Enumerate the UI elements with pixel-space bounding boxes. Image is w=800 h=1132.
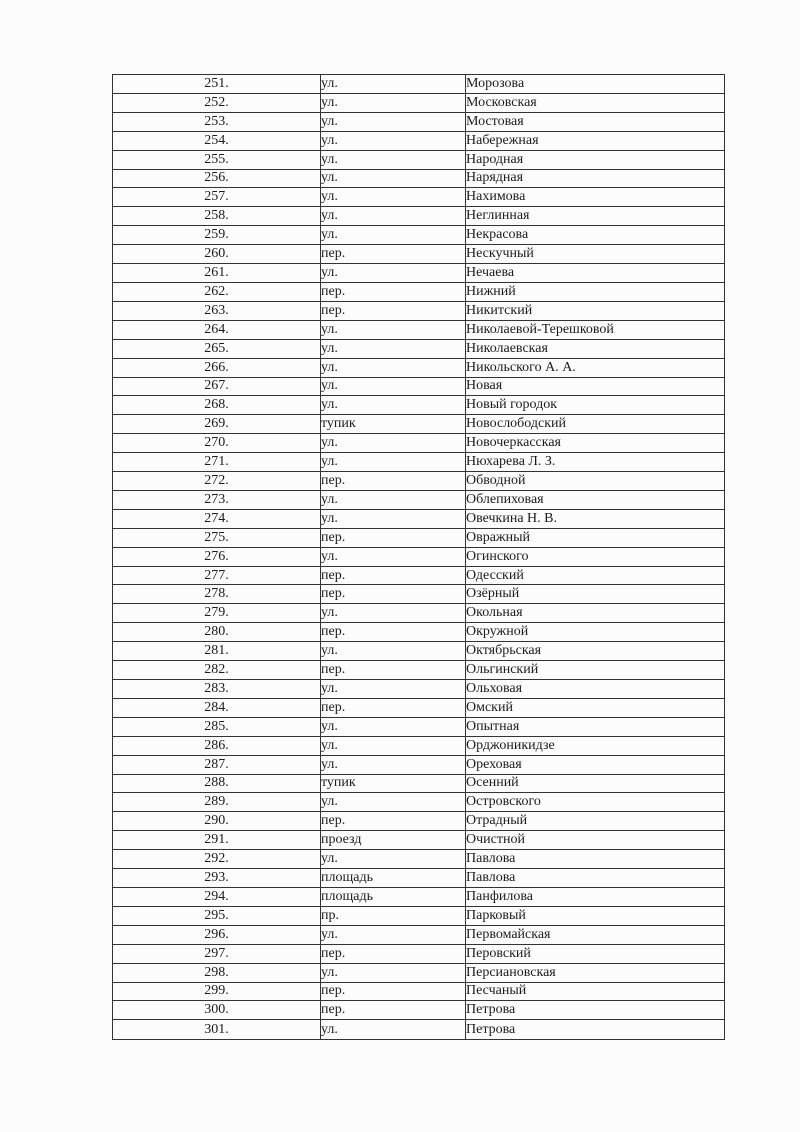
table-row <box>113 680 725 699</box>
street-type-cell: ул. <box>321 717 466 736</box>
street-name-cell: Нижний <box>466 282 725 301</box>
street-type-cell: ул. <box>321 453 466 472</box>
row-number-cell: 277. <box>113 566 321 585</box>
row-number-cell: 295. <box>113 906 321 925</box>
table-body <box>113 75 725 1040</box>
street-type-cell: ул. <box>321 642 466 661</box>
street-type-cell: ул. <box>321 736 466 755</box>
row-number-cell: 294. <box>113 887 321 906</box>
table-row <box>113 925 725 944</box>
table-row <box>113 453 725 472</box>
street-type-cell: ул. <box>321 755 466 774</box>
row-number-cell: 280. <box>113 623 321 642</box>
table-row <box>113 547 725 566</box>
street-type-cell: ул. <box>321 188 466 207</box>
street-name-cell: Панфилова <box>466 887 725 906</box>
street-type-cell: тупик <box>321 774 466 793</box>
row-number-cell: 264. <box>113 320 321 339</box>
table-row <box>113 623 725 642</box>
row-number-cell: 253. <box>113 112 321 131</box>
street-type-cell: пер. <box>321 661 466 680</box>
table-row <box>113 396 725 415</box>
row-number-cell: 261. <box>113 264 321 283</box>
table-row <box>113 831 725 850</box>
street-name-cell: Никитский <box>466 301 725 320</box>
row-number-cell: 270. <box>113 434 321 453</box>
row-number-cell: 266. <box>113 358 321 377</box>
table-row <box>113 264 725 283</box>
row-number-cell: 252. <box>113 93 321 112</box>
street-type-cell: ул. <box>321 963 466 982</box>
row-number-cell: 291. <box>113 831 321 850</box>
street-type-cell: пер. <box>321 623 466 642</box>
street-type-cell: пр. <box>321 906 466 925</box>
table-row <box>113 528 725 547</box>
table-row <box>113 698 725 717</box>
street-name-cell: Осенний <box>466 774 725 793</box>
row-number-cell: 296. <box>113 925 321 944</box>
street-type-cell: ул. <box>321 377 466 396</box>
street-type-cell: ул. <box>321 547 466 566</box>
table-row <box>113 982 725 1001</box>
street-type-cell: ул. <box>321 226 466 245</box>
street-type-cell: пер. <box>321 301 466 320</box>
table-row <box>113 415 725 434</box>
table-row <box>113 207 725 226</box>
row-number-cell: 254. <box>113 131 321 150</box>
row-number-cell: 284. <box>113 698 321 717</box>
table-row <box>113 282 725 301</box>
street-name-cell: Морозова <box>466 75 725 94</box>
table-row <box>113 1001 725 1020</box>
street-name-cell: Петрова <box>466 1020 725 1040</box>
street-name-cell: Облепиховая <box>466 490 725 509</box>
table-row <box>113 75 725 94</box>
street-type-cell: ул. <box>321 396 466 415</box>
street-type-cell: ул. <box>321 207 466 226</box>
street-name-cell: Николаевой-Терешковой <box>466 320 725 339</box>
row-number-cell: 299. <box>113 982 321 1001</box>
street-name-cell: Октябрьская <box>466 642 725 661</box>
row-number-cell: 301. <box>113 1020 321 1040</box>
street-name-cell: Нескучный <box>466 245 725 264</box>
table-row <box>113 472 725 491</box>
table-row <box>113 169 725 188</box>
row-number-cell: 283. <box>113 680 321 699</box>
table-row <box>113 245 725 264</box>
table-row <box>113 320 725 339</box>
table-row <box>113 906 725 925</box>
street-name-cell: Мостовая <box>466 112 725 131</box>
street-type-cell: ул. <box>321 793 466 812</box>
row-number-cell: 281. <box>113 642 321 661</box>
row-number-cell: 265. <box>113 339 321 358</box>
street-type-cell: пер. <box>321 245 466 264</box>
street-name-cell: Новослободский <box>466 415 725 434</box>
street-type-cell: ул. <box>321 509 466 528</box>
street-type-cell: ул. <box>321 169 466 188</box>
street-type-cell: пер. <box>321 282 466 301</box>
street-type-cell: пер. <box>321 566 466 585</box>
street-type-cell: ул. <box>321 490 466 509</box>
street-name-cell: Парковый <box>466 906 725 925</box>
street-name-cell: Очистной <box>466 831 725 850</box>
table-row <box>113 755 725 774</box>
table-row <box>113 1020 725 1040</box>
street-type-cell: пер. <box>321 698 466 717</box>
street-type-cell: пер. <box>321 472 466 491</box>
street-name-cell: Никольского А. А. <box>466 358 725 377</box>
row-number-cell: 268. <box>113 396 321 415</box>
street-type-cell: пер. <box>321 1001 466 1020</box>
street-name-cell: Ореховая <box>466 755 725 774</box>
street-type-cell: ул. <box>321 604 466 623</box>
street-type-cell: пер. <box>321 585 466 604</box>
street-name-cell: Московская <box>466 93 725 112</box>
table-row <box>113 131 725 150</box>
street-name-cell: Персиановская <box>466 963 725 982</box>
table-row <box>113 661 725 680</box>
street-name-cell: Неглинная <box>466 207 725 226</box>
street-name-cell: Овечкина Н. В. <box>466 509 725 528</box>
row-number-cell: 279. <box>113 604 321 623</box>
table-row <box>113 717 725 736</box>
table-row <box>113 301 725 320</box>
street-name-cell: Нарядная <box>466 169 725 188</box>
street-name-cell: Павлова <box>466 850 725 869</box>
table-row <box>113 188 725 207</box>
table-row <box>113 736 725 755</box>
street-name-cell: Первомайская <box>466 925 725 944</box>
table-row <box>113 112 725 131</box>
table-row <box>113 604 725 623</box>
row-number-cell: 288. <box>113 774 321 793</box>
table-row <box>113 93 725 112</box>
street-name-cell: Орджоникидзе <box>466 736 725 755</box>
row-number-cell: 290. <box>113 812 321 831</box>
row-number-cell: 256. <box>113 169 321 188</box>
row-number-cell: 286. <box>113 736 321 755</box>
row-number-cell: 263. <box>113 301 321 320</box>
table-row <box>113 887 725 906</box>
table-row <box>113 850 725 869</box>
table-row <box>113 944 725 963</box>
table-row <box>113 566 725 585</box>
row-number-cell: 297. <box>113 944 321 963</box>
street-name-cell: Ольгинский <box>466 661 725 680</box>
street-name-cell: Овражный <box>466 528 725 547</box>
street-type-cell: пер. <box>321 812 466 831</box>
street-name-cell: Новочеркасская <box>466 434 725 453</box>
street-type-cell: площадь <box>321 887 466 906</box>
street-type-cell: ул. <box>321 358 466 377</box>
street-type-cell: площадь <box>321 869 466 888</box>
street-name-cell: Некрасова <box>466 226 725 245</box>
street-name-cell: Ольховая <box>466 680 725 699</box>
row-number-cell: 255. <box>113 150 321 169</box>
row-number-cell: 262. <box>113 282 321 301</box>
street-type-cell: ул. <box>321 925 466 944</box>
table-row <box>113 585 725 604</box>
row-number-cell: 271. <box>113 453 321 472</box>
streets-table <box>112 74 725 1040</box>
row-number-cell: 259. <box>113 226 321 245</box>
row-number-cell: 257. <box>113 188 321 207</box>
street-type-cell: ул. <box>321 112 466 131</box>
street-name-cell: Омский <box>466 698 725 717</box>
street-name-cell: Одесский <box>466 566 725 585</box>
table-row <box>113 377 725 396</box>
street-type-cell: ул. <box>321 1020 466 1040</box>
street-name-cell: Новый городок <box>466 396 725 415</box>
table-row <box>113 869 725 888</box>
table-row <box>113 150 725 169</box>
street-type-cell: ул. <box>321 320 466 339</box>
street-type-cell: пер. <box>321 982 466 1001</box>
street-name-cell: Народная <box>466 150 725 169</box>
table-row <box>113 358 725 377</box>
table-row <box>113 509 725 528</box>
street-name-cell: Обводной <box>466 472 725 491</box>
row-number-cell: 293. <box>113 869 321 888</box>
street-name-cell: Нечаева <box>466 264 725 283</box>
row-number-cell: 267. <box>113 377 321 396</box>
table-row <box>113 812 725 831</box>
table-row <box>113 226 725 245</box>
street-type-cell: ул. <box>321 131 466 150</box>
row-number-cell: 282. <box>113 661 321 680</box>
row-number-cell: 278. <box>113 585 321 604</box>
row-number-cell: 298. <box>113 963 321 982</box>
row-number-cell: 292. <box>113 850 321 869</box>
row-number-cell: 300. <box>113 1001 321 1020</box>
street-name-cell: Новая <box>466 377 725 396</box>
street-type-cell: ул. <box>321 150 466 169</box>
street-type-cell: ул. <box>321 850 466 869</box>
street-type-cell: пер. <box>321 528 466 547</box>
table-row <box>113 339 725 358</box>
table-row <box>113 774 725 793</box>
row-number-cell: 251. <box>113 75 321 94</box>
street-type-cell: ул. <box>321 264 466 283</box>
street-name-cell: Павлова <box>466 869 725 888</box>
street-name-cell: Нахимова <box>466 188 725 207</box>
street-name-cell: Островского <box>466 793 725 812</box>
street-name-cell: Окольная <box>466 604 725 623</box>
street-type-cell: проезд <box>321 831 466 850</box>
street-type-cell: ул. <box>321 434 466 453</box>
table-row <box>113 642 725 661</box>
street-type-cell: ул. <box>321 339 466 358</box>
row-number-cell: 274. <box>113 509 321 528</box>
table-row <box>113 490 725 509</box>
street-name-cell: Отрадный <box>466 812 725 831</box>
row-number-cell: 285. <box>113 717 321 736</box>
table-row <box>113 434 725 453</box>
street-name-cell: Песчаный <box>466 982 725 1001</box>
street-type-cell: ул. <box>321 680 466 699</box>
table-row <box>113 963 725 982</box>
row-number-cell: 275. <box>113 528 321 547</box>
street-name-cell: Перовский <box>466 944 725 963</box>
street-name-cell: Окружной <box>466 623 725 642</box>
street-name-cell: Огинского <box>466 547 725 566</box>
row-number-cell: 258. <box>113 207 321 226</box>
street-name-cell: Набережная <box>466 131 725 150</box>
row-number-cell: 269. <box>113 415 321 434</box>
street-name-cell: Николаевская <box>466 339 725 358</box>
row-number-cell: 276. <box>113 547 321 566</box>
street-type-cell: тупик <box>321 415 466 434</box>
street-type-cell: ул. <box>321 93 466 112</box>
row-number-cell: 289. <box>113 793 321 812</box>
table-row <box>113 793 725 812</box>
street-type-cell: ул. <box>321 75 466 94</box>
row-number-cell: 287. <box>113 755 321 774</box>
street-name-cell: Озёрный <box>466 585 725 604</box>
row-number-cell: 260. <box>113 245 321 264</box>
row-number-cell: 272. <box>113 472 321 491</box>
street-type-cell: пер. <box>321 944 466 963</box>
street-name-cell: Опытная <box>466 717 725 736</box>
street-name-cell: Петрова <box>466 1001 725 1020</box>
street-name-cell: Нюхарева Л. З. <box>466 453 725 472</box>
row-number-cell: 273. <box>113 490 321 509</box>
